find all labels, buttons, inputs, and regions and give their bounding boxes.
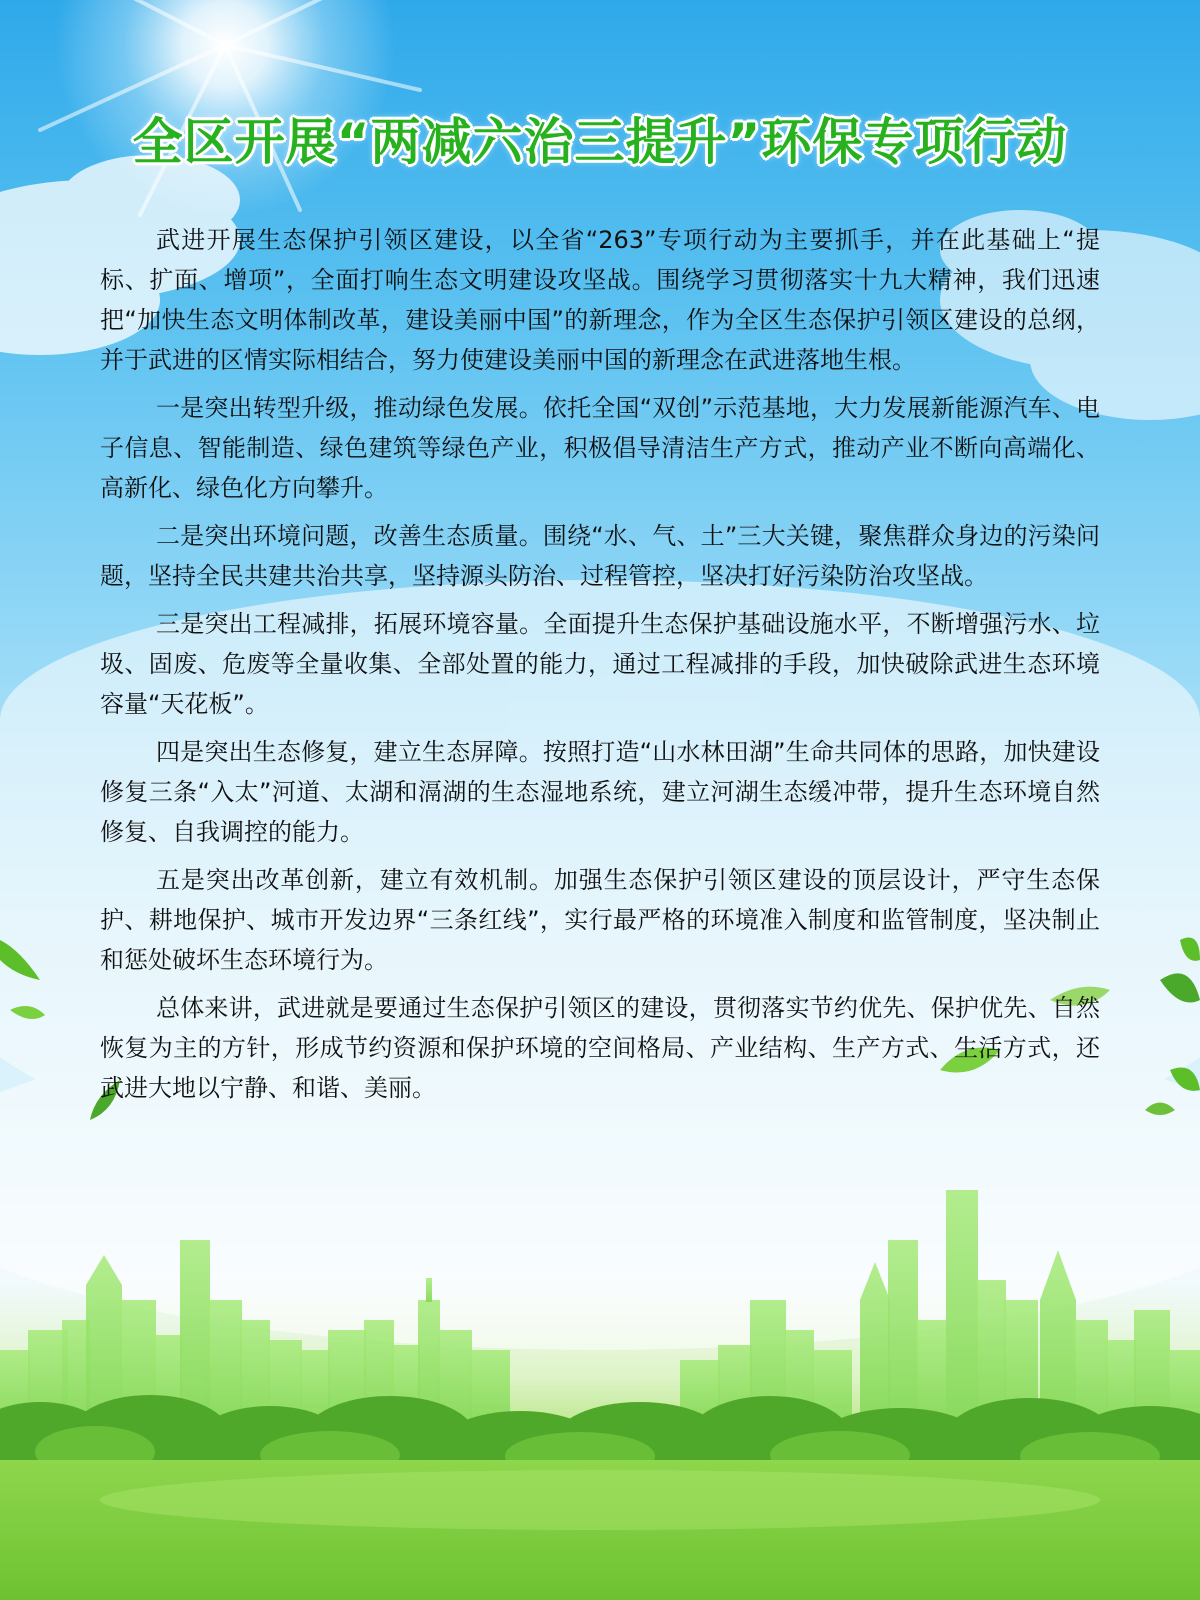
paragraph-point-1: 一是突出转型升级，推动绿色发展。依托全国“双创”示范基地，大力发展新能源汽车、电子信息、智能制造、绿色建筑等绿色产业，积极倡导清洁生产方式，推动产业不断向高端化、高新化、绿色化方向攀升。 (100, 394, 1100, 502)
paragraph-point-5: 五是突出改革创新，建立有效机制。加强生态保护引领区建设的顶层设计，严守生态保护、耕地保护、城市开发边界“三条红线”，实行最严格的环境准入制度和监管制度，坚决制止和惩处破坏生态环境行为。 (100, 866, 1100, 974)
paragraph-intro: 武进开展生态保护引领区建设，以全省“263”专项行动为主要抓手，并在此基础上“提标、扩面、增项”，全面打响生态文明建设攻坚战。围绕学习贯彻落实十九大精神，我们迅速把“加快生态文明体制改革，建设美丽中国”的新理念，作为全区生态保护引领区建设的总纲，并于武进的区情实际相结合，努力使建设美丽中国的新理念在武进落地生根。 (100, 226, 1100, 374)
paragraph-summary: 总体来讲，武进就是要通过生态保护引领区的建设，贯彻落实节约优先、保护优先、自然恢复为主的方针，形成节约资源和保护环境的空间格局、产业结构、生产方式、生活方式，还武进大地以宁静、和谐、美丽。 (100, 994, 1100, 1102)
paragraph-point-4: 四是突出生态修复，建立生态屏障。按照打造“山水林田湖”生命共同体的思路，加快建设修复三条“入太”河道、太湖和滆湖的生态湿地系统，建立河湖生态缓冲带，提升生态环境自然修复、自我调控的能力。 (100, 738, 1100, 846)
article-body (100, 220, 1100, 1116)
poster-title: 全区开展“两减六治三提升”环保专项行动 (132, 113, 1068, 171)
paragraph-point-2: 二是突出环境问题，改善生态质量。围绕“水、气、土”三大关键，聚焦群众身边的污染问题，坚持全民共建共治共享，坚持源头防治、过程管控，坚决打好污染防治攻坚战。 (100, 522, 1100, 590)
grass-field (0, 1460, 1200, 1600)
paragraph-point-3: 三是突出工程减排，拓展环境容量。全面提升生态保护基础设施水平，不断增强污水、垃圾、固废、危废等全量收集、全部处置的能力，通过工程减排的手段，加快破除武进生态环境容量“天花板”。 (100, 610, 1100, 718)
